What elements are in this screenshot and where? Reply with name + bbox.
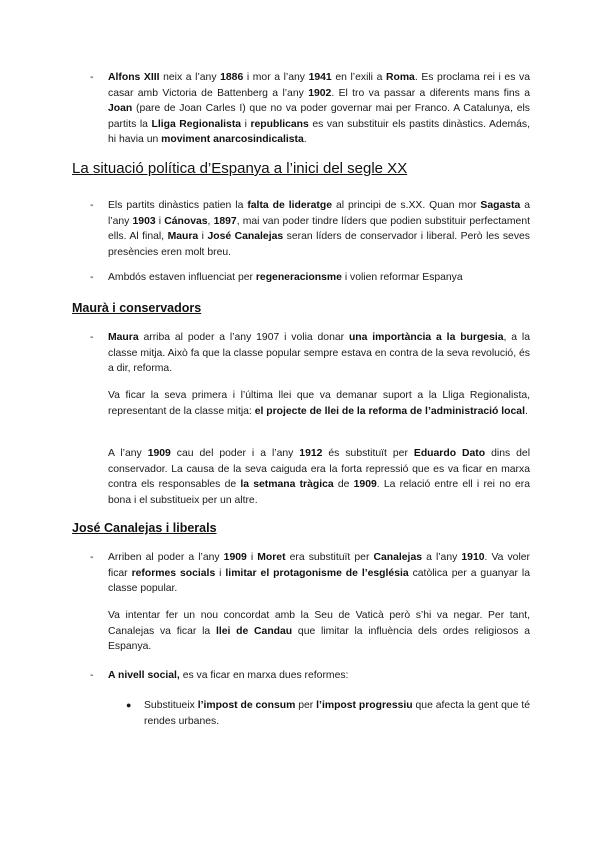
list-item-text: Arriben al poder a l’any 1909 i Moret era substituït per Canalejas a l’any 1910. Va voler ficar reformes socials i limitar el protagonisme de l’església catòlica per a guanyar la classe popular.	[108, 552, 531, 594]
list-item-text: Maura arriba al poder a l’any 1907 i volia donar una importància a la burgesia, a la classe mitja. Això fa que la classe popular sempre estava en contra de la seva revolució, és a dir, reforma.	[108, 332, 530, 374]
dash-marker: -	[90, 552, 94, 563]
list-item-text: Els partits dinàstics patien la falta de lideratge al principi de s.XX. Quan mor Sagasta a l’any 1903 i Cánovas, 1897, mai van poder tindre líders que podien substituir perfectament ells. Al final, Maura i José Canalejas seran líders de conservador i liberal. Però les seves presències eren molt breu.	[108, 200, 530, 258]
list-item-ambdos	[90, 270, 530, 286]
section-heading-canalejas: José Canalejas i liberals	[72, 521, 217, 535]
paragraph-concordat: Va intentar fer un nou concordat amb la Seu de Vaticà però s’hi va negar. Per tant, Canalejas va ficar la llei de Candau que limitar la influència dels ordes religiosos a Espanya.	[108, 610, 530, 652]
section-heading-situacio: La situació política d’Espanya a l’inici del segle XX	[72, 160, 408, 177]
dash-marker: -	[90, 332, 94, 343]
list-item-text: Alfons XIII neix a l’any 1886 i mor a l’any 1941 en l’exili a Roma. Es proclama rei i es va casar amb Victoria de Battenberg a l’any 1902. El tro va passar a diferents mans fins a Joan (pare de Joan Carles I) que no va poder governar mai per Franco. A Catalunya, els partits la Lliga Regionalista i republicans es van substituir els pastits dinàstics. Además, hi havia un moviment anarcosindicalista.	[108, 72, 530, 145]
bullet-dot-icon: ●	[126, 700, 132, 710]
list-item-maura	[90, 330, 530, 377]
dash-marker: -	[90, 72, 94, 83]
paragraph-llei: Va ficar la seva primera i l’última llei que va demanar suport a la Lliga Regionalista, representant de la classe mitja: el projecte de llei de la reforma de l’administració local.	[108, 390, 530, 417]
section-heading-maura: Maurà i conservadors	[72, 301, 202, 315]
bullet-text: Substitueix l’impost de consum per l’impost progressiu que afecta la gent que té rendes urbanes.	[144, 700, 530, 727]
list-item-alfons	[90, 70, 530, 148]
list-item-text: Ambdós estaven influenciat per regeneracionsme i volien reformar Espanya	[108, 272, 463, 283]
dash-marker: -	[90, 200, 94, 211]
list-item-text: A nivell social, es va ficar en marxa dues reformes:	[108, 670, 349, 681]
dash-marker: -	[90, 272, 94, 283]
dash-marker: -	[90, 670, 94, 681]
list-item-canalejas	[90, 550, 530, 597]
list-item-nivell-social	[90, 668, 530, 684]
list-item-partits	[90, 198, 530, 260]
paragraph-caiguda: A l’any 1909 cau del poder i a l’any 1912 és substituït per Eduardo Dato dins del conservador. La causa de la seva caiguda era la forta repressió que es va ficar en marxa contra els responsables de la setmana tràgica de 1909. La relació entre ell i rei no era bona i el substitueix per un altre.	[108, 448, 531, 506]
bullet-item-impost	[126, 698, 530, 729]
